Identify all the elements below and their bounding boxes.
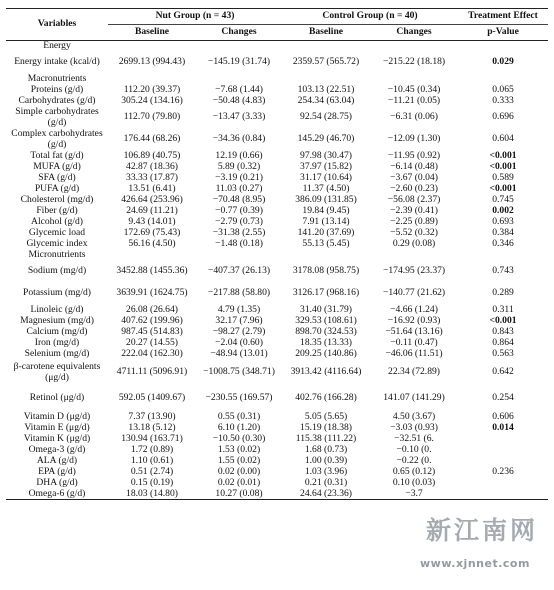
watermark-url: www.xjnnet.com xyxy=(420,557,530,570)
table-row xyxy=(6,129,548,151)
header-treatment-effect: Treatment Effect xyxy=(458,9,548,25)
nut-changes-cell: 4.79 (1.35) xyxy=(217,303,261,315)
variable-label: Linoleic (g/d) xyxy=(30,303,84,315)
nut-changes-cell: −2.79 (0.73) xyxy=(215,215,263,227)
table-row xyxy=(6,162,548,173)
p-value-cell: <0.001 xyxy=(489,160,517,172)
control-baseline-cell: 92.54 (28.75) xyxy=(300,111,352,123)
empty-cell xyxy=(196,250,282,261)
control-changes-cell: −12.09 (1.30) xyxy=(387,133,441,145)
variable-label: Carbohydrates (g/d) xyxy=(18,94,96,106)
table-row xyxy=(6,445,548,456)
nut-changes-cell: 0.02 (0.01) xyxy=(217,476,261,488)
table-row xyxy=(6,151,548,162)
table-row xyxy=(6,173,548,184)
nut-changes-cell: −2.04 (0.60) xyxy=(215,336,263,348)
control-baseline-cell: 141.20 (37.69) xyxy=(297,226,355,238)
nut-baseline-cell: 592.05 (1409.67) xyxy=(118,392,186,404)
variable-label: SFA (g/d) xyxy=(38,171,76,183)
nut-changes-cell: 11.03 (0.27) xyxy=(215,182,263,194)
p-value-cell: 0.589 xyxy=(492,171,514,183)
control-baseline-cell: 402.76 (166.28) xyxy=(295,392,357,404)
empty-cell xyxy=(282,74,370,85)
nut-baseline-cell: 987.45 (514.83) xyxy=(121,325,183,337)
nut-baseline-cell: 2699.13 (994.43) xyxy=(118,56,186,68)
control-changes-cell: −51.64 (13.16) xyxy=(385,325,443,337)
control-changes-cell: −46.06 (11.51) xyxy=(385,347,443,359)
nut-changes-cell: −98.27 (2.79) xyxy=(212,325,266,337)
control-baseline-cell: 0.21 (0.31) xyxy=(304,476,348,488)
nut-baseline-cell: 3452.88 (1455.36) xyxy=(116,265,188,277)
p-value-cell xyxy=(458,445,548,456)
control-baseline-cell: 2359.57 (565.72) xyxy=(292,56,360,68)
control-baseline-cell: 898.70 (324.53) xyxy=(295,325,357,337)
nut-baseline-cell: 7.37 (13.90) xyxy=(128,410,176,422)
nut-baseline-cell: 1.10 (0.61) xyxy=(130,454,174,466)
empty-cell xyxy=(282,250,370,261)
variable-label: Omega-3 (g/d) xyxy=(28,443,86,455)
p-value-cell: 0.029 xyxy=(492,56,514,68)
empty-cell xyxy=(458,74,548,85)
nut-changes-cell: −145.19 (31.74) xyxy=(207,56,271,68)
control-baseline-cell: 19.84 (9.45) xyxy=(302,204,350,216)
control-changes-cell: −10.45 (0.34) xyxy=(387,83,441,95)
empty-cell xyxy=(196,74,282,85)
variable-label: Energy intake (kcal/d) xyxy=(14,56,100,68)
p-value-cell: 0.065 xyxy=(492,83,514,95)
variable-label: Alcohol (g/d) xyxy=(31,215,83,227)
table-row xyxy=(6,489,548,500)
p-value-cell: 0.254 xyxy=(492,392,514,404)
nut-baseline-cell: 106.89 (40.75) xyxy=(123,149,181,161)
nut-baseline-cell: 13.51 (6.41) xyxy=(128,182,176,194)
nut-baseline-cell: 9.43 (14.01) xyxy=(128,215,176,227)
control-changes-cell: −140.77 (21.62) xyxy=(382,287,446,299)
empty-cell xyxy=(108,74,196,85)
table-row xyxy=(6,52,548,74)
p-value-cell: 0.014 xyxy=(492,421,514,433)
control-baseline-cell: 7.91 (13.14) xyxy=(302,215,350,227)
nut-changes-cell: −0.77 (0.39) xyxy=(215,204,263,216)
variable-label: Sodium (mg/d) xyxy=(27,265,87,277)
table-row xyxy=(6,184,548,195)
nut-baseline-cell: 407.62 (199.96) xyxy=(121,314,183,326)
p-value-cell: 0.333 xyxy=(492,94,514,106)
table-row xyxy=(6,206,548,217)
p-value-cell: 0.606 xyxy=(492,410,514,422)
p-value-cell xyxy=(458,489,548,500)
empty-cell xyxy=(458,250,548,261)
variable-label: Vitamin K (μg/d) xyxy=(23,432,91,444)
control-baseline-cell: 37.97 (15.82) xyxy=(300,160,352,172)
variable-label: DHA (g/d) xyxy=(36,476,78,488)
nut-baseline-cell: 426.64 (253.96) xyxy=(121,193,183,205)
table-row xyxy=(6,96,548,107)
control-baseline-cell: 31.40 (31.79) xyxy=(300,303,352,315)
table-row xyxy=(6,261,548,283)
empty-cell xyxy=(370,74,458,85)
header-control-group: Control Group (n = 40) xyxy=(282,9,458,25)
table-row xyxy=(6,412,548,423)
nut-changes-cell: 12.19 (0.66) xyxy=(215,149,263,161)
table-row xyxy=(6,305,548,316)
table-row xyxy=(6,423,548,434)
empty-cell xyxy=(370,41,458,52)
control-changes-cell: −3.7 xyxy=(405,487,423,499)
table-row xyxy=(6,85,548,96)
variable-label: MUFA (g/d) xyxy=(33,160,81,172)
control-changes-cell: −2.39 (0.41) xyxy=(390,204,438,216)
nut-baseline-cell: 26.08 (26.64) xyxy=(126,303,178,315)
header-nut-group: Nut Group (n = 43) xyxy=(108,9,282,25)
variable-label: Glycemic index xyxy=(26,237,88,249)
nut-baseline-cell: 1.72 (0.89) xyxy=(130,443,174,455)
p-value-cell: 0.843 xyxy=(492,325,514,337)
variable-label: Proteins (g/d) xyxy=(30,83,84,95)
variable-label: EPA (g/d) xyxy=(38,465,76,477)
variable-label: Magnesium (mg/d) xyxy=(20,314,94,326)
p-value-cell: 0.693 xyxy=(492,215,514,227)
section-row xyxy=(6,250,548,261)
control-changes-cell: −16.92 (0.93) xyxy=(387,314,441,326)
table-row xyxy=(6,467,548,478)
table-row xyxy=(6,360,548,386)
control-changes-cell: 22.34 (72.89) xyxy=(388,366,440,378)
nut-baseline-cell: 172.69 (75.43) xyxy=(123,226,181,238)
nut-changes-cell: −7.68 (1.44) xyxy=(215,83,263,95)
control-changes-cell: −2.60 (0.23) xyxy=(390,182,438,194)
nut-changes-cell: 10.27 (0.08) xyxy=(215,487,263,499)
variable-label: Retinol (μg/d) xyxy=(29,392,85,404)
header-p-value: p-Value xyxy=(487,26,519,38)
nut-changes-cell: 0.02 (0.00) xyxy=(217,465,261,477)
p-value-cell: 0.289 xyxy=(492,287,514,299)
control-changes-cell: 0.10 (0.03) xyxy=(392,476,436,488)
header-nut-baseline: Baseline xyxy=(134,26,170,38)
empty-cell xyxy=(108,250,196,261)
nut-baseline-cell: 305.24 (134.16) xyxy=(121,94,183,106)
control-baseline-cell: 103.13 (22.51) xyxy=(297,83,355,95)
watermark-logo-text: 新江南网 xyxy=(426,516,539,545)
p-value-cell: 0.864 xyxy=(492,336,514,348)
variable-label: Cholesterol (mg/d) xyxy=(20,193,94,205)
section-label: Micronutrients xyxy=(28,248,86,260)
nut-baseline-cell: 33.33 (17.87) xyxy=(126,171,178,183)
nut-baseline-cell: 130.94 (163.71) xyxy=(121,432,183,444)
variable-label: Fiber (g/d) xyxy=(36,204,78,216)
nut-baseline-cell: 4711.11 (5096.91) xyxy=(116,366,188,378)
nut-baseline-cell: 24.69 (11.21) xyxy=(126,204,178,216)
control-changes-cell: −6.31 (0.06) xyxy=(390,111,438,123)
p-value-cell: 0.604 xyxy=(492,133,514,145)
control-changes-cell: −3.67 (0.04) xyxy=(390,171,438,183)
p-value-cell: 0.743 xyxy=(492,265,514,277)
table-row xyxy=(6,434,548,445)
control-baseline-cell: 145.29 (46.70) xyxy=(297,133,355,145)
control-changes-cell: 141.07 (141.29) xyxy=(383,392,445,404)
nut-changes-cell: −10.50 (0.30) xyxy=(212,432,266,444)
nutrient-intake-table xyxy=(6,8,548,500)
nut-baseline-cell: 112.20 (39.37) xyxy=(123,83,181,95)
nut-changes-cell: −13.47 (3.33) xyxy=(212,111,266,123)
control-baseline-cell: 386.09 (131.85) xyxy=(295,193,357,205)
variable-label: Vitamin D (μg/d) xyxy=(23,410,91,422)
section-row xyxy=(6,74,548,85)
nut-changes-cell: 6.10 (1.20) xyxy=(217,421,261,433)
control-baseline-cell: 3178.08 (958.75) xyxy=(292,265,360,277)
control-changes-cell: −11.95 (0.92) xyxy=(387,149,441,161)
watermark xyxy=(420,505,554,585)
table-row xyxy=(6,478,548,489)
nut-baseline-cell: 3639.91 (1624.75) xyxy=(116,287,188,299)
nut-changes-cell: −217.88 (58.80) xyxy=(207,287,271,299)
empty-cell xyxy=(282,41,370,52)
table-row xyxy=(6,228,548,239)
header-control-baseline: Baseline xyxy=(308,26,344,38)
variable-label: Simple carbohydrates (g/d) xyxy=(15,106,99,128)
control-baseline-cell: 1.03 (3.96) xyxy=(304,465,348,477)
control-changes-cell: −2.25 (0.89) xyxy=(390,215,438,227)
table-row xyxy=(6,217,548,228)
p-value-cell: 0.002 xyxy=(492,204,514,216)
control-changes-cell: −11.21 (0.05) xyxy=(387,94,441,106)
nut-changes-cell: −34.36 (0.84) xyxy=(212,133,266,145)
nut-changes-cell: −1008.75 (348.71) xyxy=(203,366,275,378)
p-value-cell: 0.346 xyxy=(492,237,514,249)
nut-baseline-cell: 20.27 (14.55) xyxy=(126,336,178,348)
control-baseline-cell: 1.00 (0.39) xyxy=(304,454,348,466)
table-row xyxy=(6,338,548,349)
table-row xyxy=(6,316,548,327)
nut-changes-cell: 1.55 (0.02) xyxy=(217,454,261,466)
table-row xyxy=(6,327,548,338)
variable-label: Calcium (mg/d) xyxy=(26,325,88,337)
control-baseline-cell: 115.38 (111.22) xyxy=(295,432,357,444)
table-row xyxy=(6,107,548,129)
table-body xyxy=(6,41,548,500)
p-value-cell: 0.696 xyxy=(492,111,514,123)
control-changes-cell: −5.52 (0.32) xyxy=(390,226,438,238)
section-label: Energy xyxy=(43,40,71,51)
control-changes-cell: −56.08 (2.37) xyxy=(387,193,441,205)
empty-cell xyxy=(370,250,458,261)
empty-cell xyxy=(108,41,196,52)
nut-changes-cell: −48.94 (13.01) xyxy=(210,347,268,359)
p-value-cell xyxy=(458,478,548,489)
control-baseline-cell: 1.68 (0.73) xyxy=(304,443,348,455)
header-row-groups xyxy=(6,9,548,25)
variable-label: PUFA (g/d) xyxy=(34,182,80,194)
nut-changes-cell: 32.17 (7.96) xyxy=(215,314,263,326)
control-baseline-cell: 3913.42 (4116.64) xyxy=(290,366,362,378)
control-changes-cell: −6.14 (0.48) xyxy=(390,160,438,172)
nut-baseline-cell: 13.18 (5.12) xyxy=(128,421,176,433)
control-baseline-cell: 209.25 (140.86) xyxy=(295,347,357,359)
control-changes-cell: −3.03 (0.93) xyxy=(390,421,438,433)
control-baseline-cell: 11.37 (4.50) xyxy=(302,182,350,194)
nut-changes-cell: −230.55 (169.57) xyxy=(205,392,273,404)
table-row xyxy=(6,386,548,412)
nut-baseline-cell: 0.51 (2.74) xyxy=(130,465,174,477)
variable-label: β-carotene equivalents (μg/d) xyxy=(13,361,101,383)
p-value-cell xyxy=(458,456,548,467)
nut-changes-cell: −1.48 (0.18) xyxy=(215,237,263,249)
table-row xyxy=(6,283,548,305)
control-baseline-cell: 18.35 (13.33) xyxy=(300,336,352,348)
control-changes-cell: −174.95 (23.37) xyxy=(382,265,446,277)
control-baseline-cell: 24.64 (23.36) xyxy=(300,487,352,499)
control-baseline-cell: 3126.17 (968.16) xyxy=(292,287,360,299)
control-changes-cell: 4.50 (3.67) xyxy=(392,410,436,422)
nut-baseline-cell: 176.44 (68.26) xyxy=(123,133,181,145)
nut-baseline-cell: 222.04 (162.30) xyxy=(121,347,183,359)
p-value-cell: <0.001 xyxy=(489,149,517,161)
control-baseline-cell: 97.98 (30.47) xyxy=(300,149,352,161)
control-baseline-cell: 55.13 (5.45) xyxy=(302,237,350,249)
table-row xyxy=(6,239,548,250)
variable-label: Selenium (mg/d) xyxy=(24,347,90,359)
nut-changes-cell: 0.55 (0.31) xyxy=(217,410,261,422)
p-value-cell: 0.311 xyxy=(492,303,514,315)
variable-label: Omega-6 (g/d) xyxy=(28,487,86,499)
p-value-cell: 0.642 xyxy=(492,366,514,378)
nut-baseline-cell: 18.03 (14.80) xyxy=(126,487,178,499)
nut-changes-cell: −50.48 (4.83) xyxy=(212,94,266,106)
nut-baseline-cell: 56.16 (4.50) xyxy=(128,237,176,249)
p-value-cell: 0.745 xyxy=(492,193,514,205)
variable-label: Potassium (mg/d) xyxy=(23,287,91,299)
control-changes-cell: −0.10 (0. xyxy=(396,443,432,455)
section-label: Macronutrients xyxy=(27,72,87,84)
nut-baseline-cell: 0.15 (0.19) xyxy=(130,476,174,488)
variable-label: Total fat (g/d) xyxy=(30,149,84,161)
header-variables: Variables xyxy=(37,18,77,30)
nut-changes-cell: −31.38 (2.55) xyxy=(212,226,266,238)
control-changes-cell: 0.29 (0.08) xyxy=(392,237,436,249)
p-value-cell: <0.001 xyxy=(489,314,517,326)
header-nut-changes: Changes xyxy=(221,26,257,38)
control-changes-cell: −32.51 (6. xyxy=(394,432,434,444)
p-value-cell: 0.384 xyxy=(492,226,514,238)
table-row xyxy=(6,195,548,206)
nut-changes-cell: −70.48 (8.95) xyxy=(212,193,266,205)
p-value-cell xyxy=(458,434,548,445)
variable-label: ALA (g/d) xyxy=(36,454,78,466)
p-value-cell: 0.236 xyxy=(492,465,514,477)
variable-label: Vitamin E (μg/d) xyxy=(24,421,90,433)
variable-label: Complex carbohydrates (g/d) xyxy=(11,128,103,150)
control-changes-cell: −215.22 (18.18) xyxy=(382,56,446,68)
table-row xyxy=(6,349,548,360)
table-row xyxy=(6,456,548,467)
empty-cell xyxy=(196,41,282,52)
nut-baseline-cell: 42.87 (18.36) xyxy=(126,160,178,172)
empty-cell xyxy=(458,41,548,52)
section-row xyxy=(6,41,548,52)
control-changes-cell: 0.65 (0.12) xyxy=(392,465,436,477)
control-baseline-cell: 31.17 (10.64) xyxy=(300,171,352,183)
control-baseline-cell: 254.34 (63.04) xyxy=(297,94,355,106)
control-baseline-cell: 5.05 (5.65) xyxy=(304,410,348,422)
variable-label: Glycemic load xyxy=(28,226,86,238)
nut-baseline-cell: 112.70 (79.80) xyxy=(123,111,181,123)
nut-changes-cell: 5.89 (0.32) xyxy=(217,160,261,172)
control-baseline-cell: 329.53 (108.61) xyxy=(295,314,357,326)
nut-changes-cell: −407.37 (26.13) xyxy=(207,265,271,277)
p-value-cell: <0.001 xyxy=(489,182,517,194)
nut-changes-cell: 1.53 (0.02) xyxy=(217,443,261,455)
nut-changes-cell: −3.19 (0.21) xyxy=(215,171,263,183)
variable-label: Iron (mg/d) xyxy=(34,336,80,348)
header-control-changes: Changes xyxy=(396,26,432,38)
control-changes-cell: −0.11 (0.47) xyxy=(390,336,438,348)
control-baseline-cell: 15.19 (18.38) xyxy=(300,421,352,433)
control-changes-cell: −4.66 (1.24) xyxy=(390,303,438,315)
p-value-cell: 0.563 xyxy=(492,347,514,359)
control-changes-cell: −0.22 (0. xyxy=(396,454,432,466)
